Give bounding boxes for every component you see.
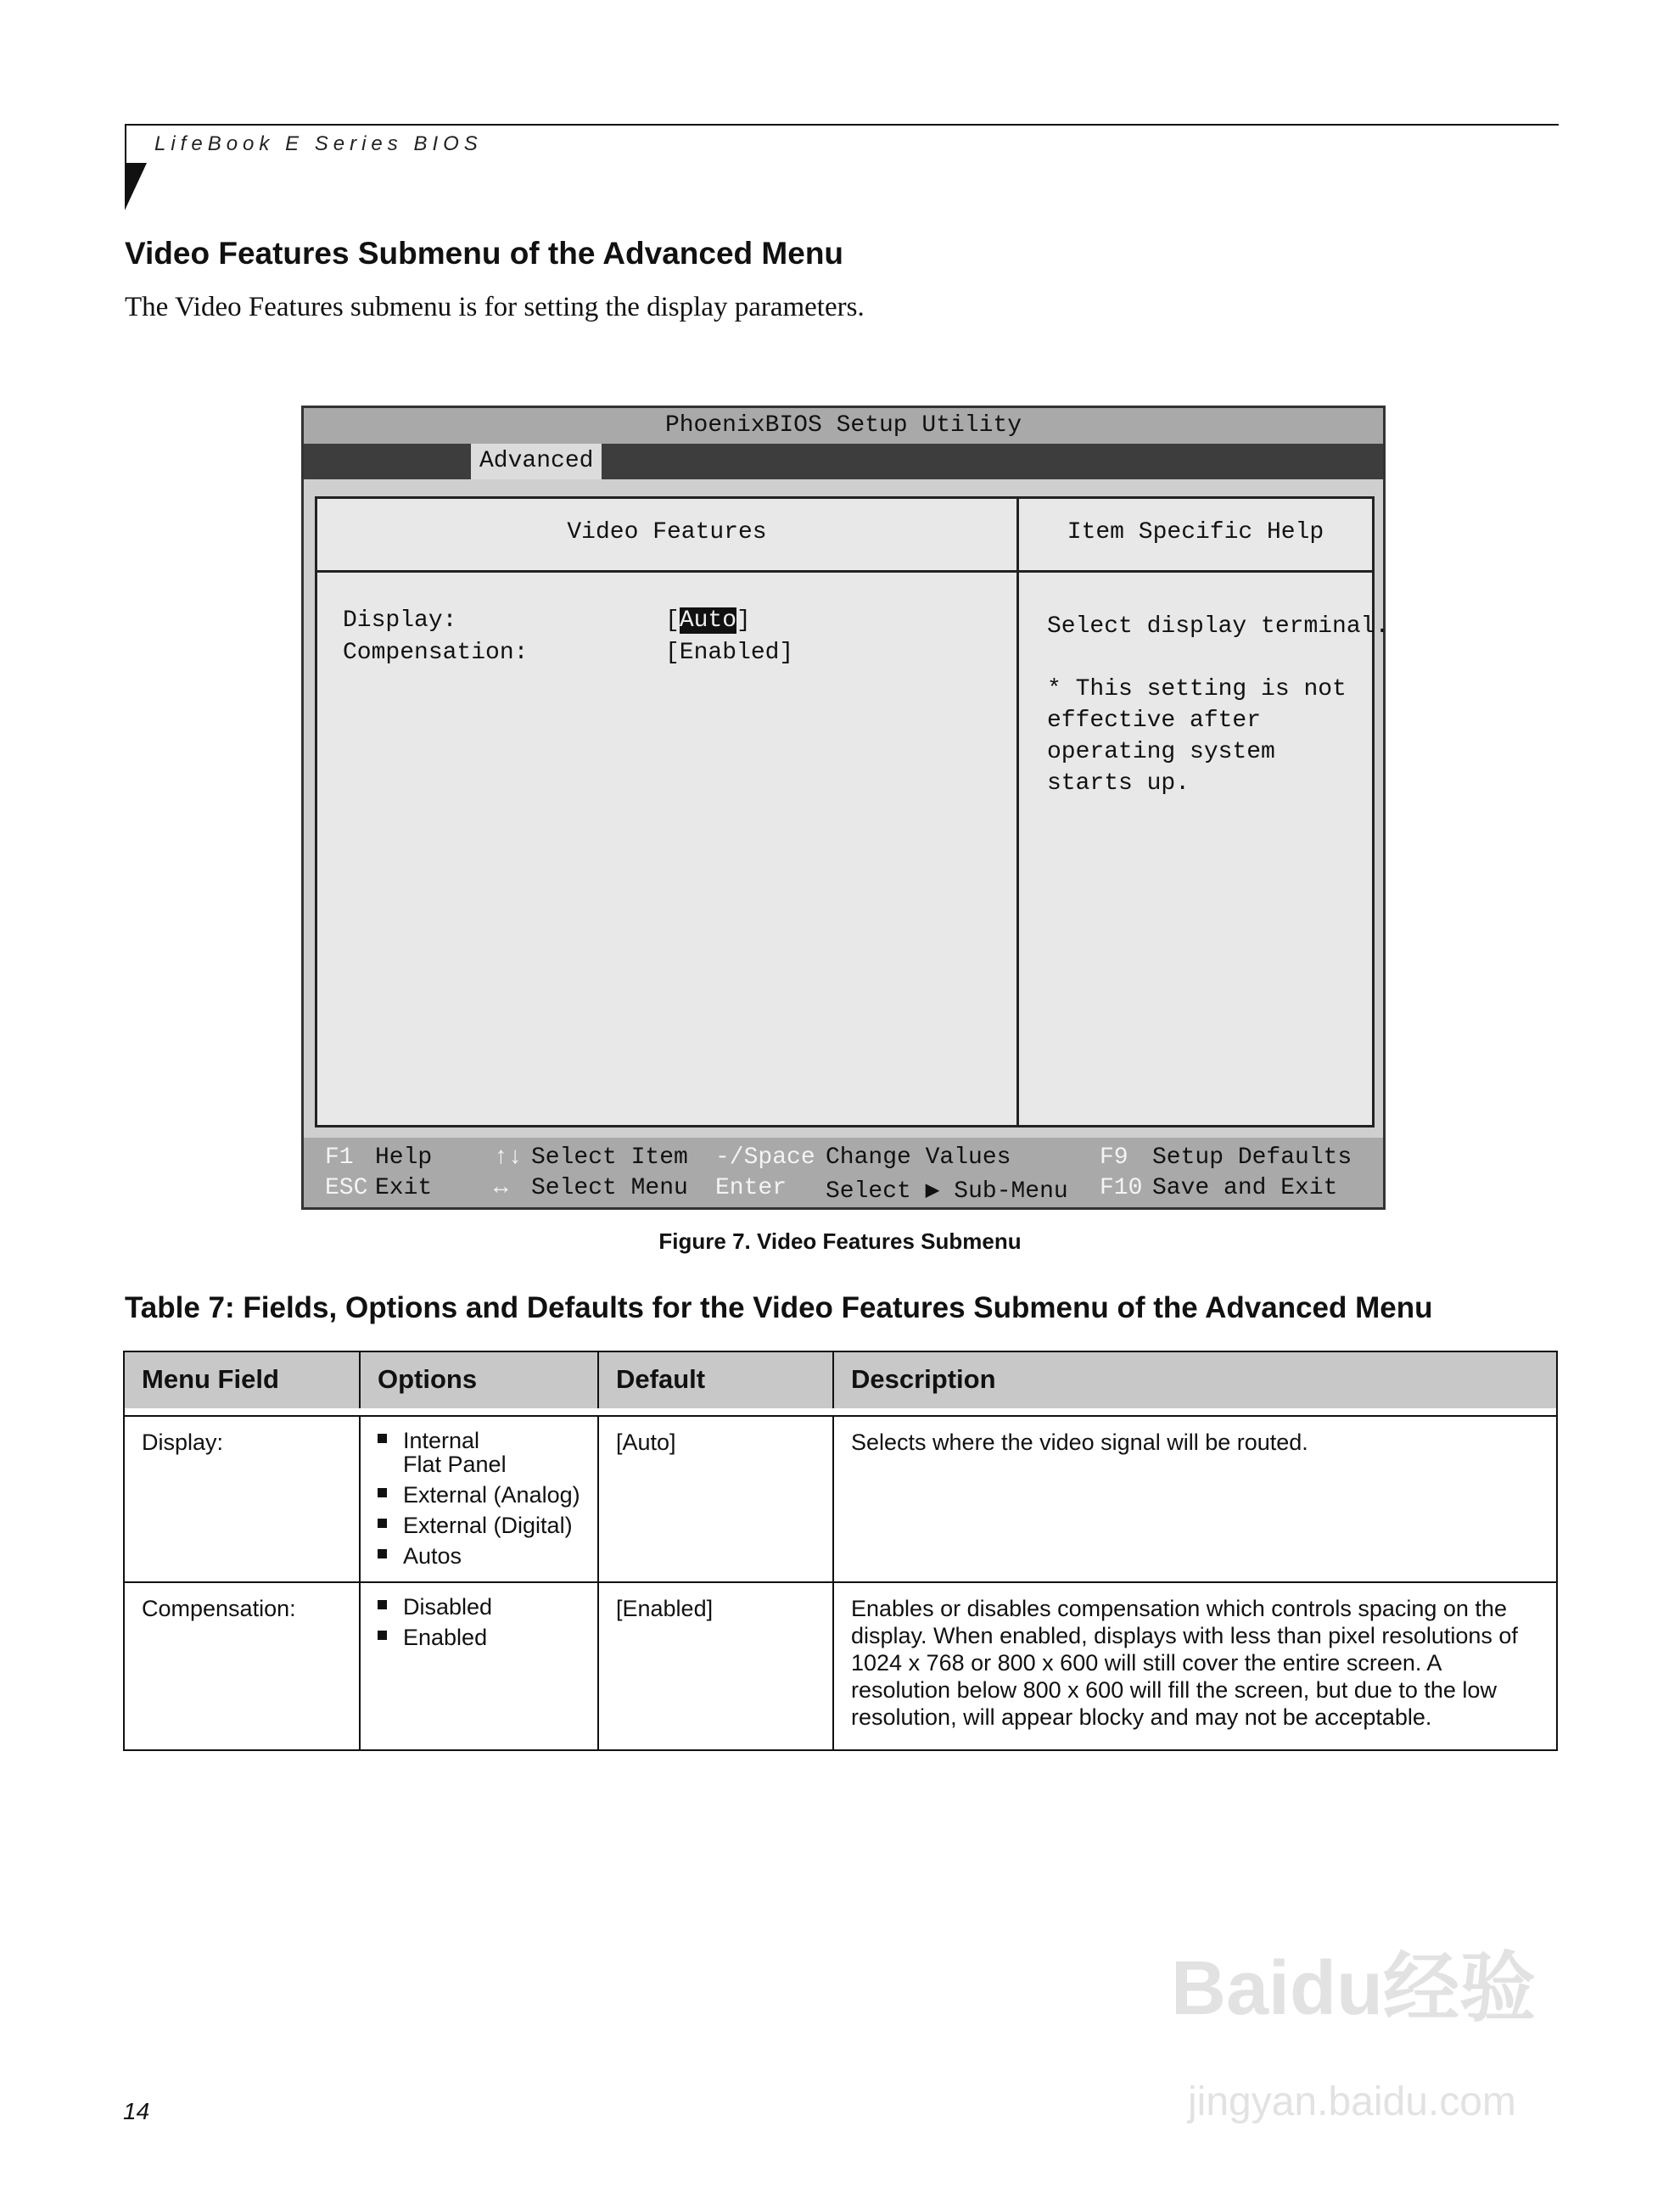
bios-screen [301,406,1390,1210]
key-updown-label: Select Item [531,1144,688,1171]
watermark-url: jingyan.baidu.com [1188,2079,1516,2124]
key-enter: Enter [715,1175,787,1201]
left-column-title: Video Features [567,519,767,546]
table-header-cell: Options [361,1352,599,1408]
tab-advanced[interactable]: Advanced [471,444,602,479]
help-line: * This setting is not [1047,676,1347,702]
row-default: [Enabled] [616,1596,714,1621]
table-header-cell: Menu Field [125,1352,361,1408]
right-column-title: Item Specific Help [1067,519,1324,546]
bios-footer [304,1138,1383,1207]
key-f10-label: Save and Exit [1152,1175,1338,1201]
key-leftright-label: Select Menu [531,1175,688,1201]
row-default: [Auto] [616,1430,676,1455]
option-item: Internal [378,1429,580,1452]
item-display-label: Display: [343,607,457,634]
header-wedge [125,163,147,210]
option-item: External (Analog) [378,1483,580,1507]
section-intro: The Video Features submenu is for setting the display parameters. [125,292,865,322]
row-options [378,1429,580,1575]
key-esc: ESC [325,1175,368,1201]
row-description: Selects where the video signal will be routed. [851,1430,1308,1455]
display-selected-value[interactable]: Auto [679,607,737,634]
option-item: Autos [378,1544,580,1568]
header-side-rule [125,124,126,163]
key-space: -/Space [715,1144,815,1171]
page-number: 14 [123,2098,150,2124]
bios-panel [315,496,1390,1127]
header-rule [125,124,1559,126]
key-space-label: Change Values [826,1144,1011,1171]
key-updown: ↑↓ [494,1144,523,1171]
key-f9-label: Setup Defaults [1152,1144,1352,1171]
item-compensation-label: Compensation: [343,640,529,666]
figure-caption: Figure 7. Video Features Submenu [658,1228,1022,1254]
option-item: Enabled [378,1625,492,1649]
options-table [123,1351,1558,1751]
watermark-logo: Baidu经验 [1171,1946,1537,2031]
row-field: Compensation: [142,1596,296,1621]
row-field: Display: [142,1430,224,1455]
table-row [125,1415,1556,1583]
row-description: Enables or disables compensation which controls spacing on the display. When enabled, displays with less than pixel resolutions of 1024 x 768 or 800 x 600 will still cover the entire screen. A resolution below 800 x 600 will fill the screen, but due to the low resolution, will appear blocky and may not be acceptable. [851,1596,1518,1730]
option-item: Disabled [378,1595,492,1619]
item-display-value[interactable]: [Auto] [665,607,751,634]
help-line: operating system [1047,739,1275,765]
item-compensation-value[interactable]: [Enabled] [665,640,794,666]
section-title: Video Features Submenu of the Advanced Menu [125,236,844,271]
panel-divider [1016,499,1019,1125]
key-f1: F1 [325,1144,354,1171]
key-f1-label: Help [375,1144,433,1171]
key-f10: F10 [1100,1175,1143,1201]
table-header-cell: Description [834,1352,1556,1408]
table-header-cell: Default [599,1352,834,1408]
key-enter-label: Select ▶ Sub-Menu [826,1178,1068,1205]
row-options [378,1595,492,1656]
bios-title: PhoenixBIOS Setup Utility [304,408,1383,444]
help-line: starts up. [1047,770,1190,797]
help-line: Select display terminal. [1047,613,1390,640]
table-row [125,1581,1556,1751]
help-line: effective after [1047,708,1262,734]
option-item: External (Digital) [378,1514,580,1537]
key-esc-label: Exit [375,1175,433,1201]
key-f9: F9 [1100,1144,1128,1171]
option-item-continued: Flat Panel [403,1452,507,1477]
bios-menubar [304,444,1383,479]
key-leftright: ↔ [494,1175,508,1201]
panel-header-rule [317,570,1372,573]
running-title: LifeBook E Series BIOS [154,132,483,155]
table-title: Table 7: Fields, Options and Defaults for the Video Features Submenu of the Advanced Menu [125,1291,1433,1324]
